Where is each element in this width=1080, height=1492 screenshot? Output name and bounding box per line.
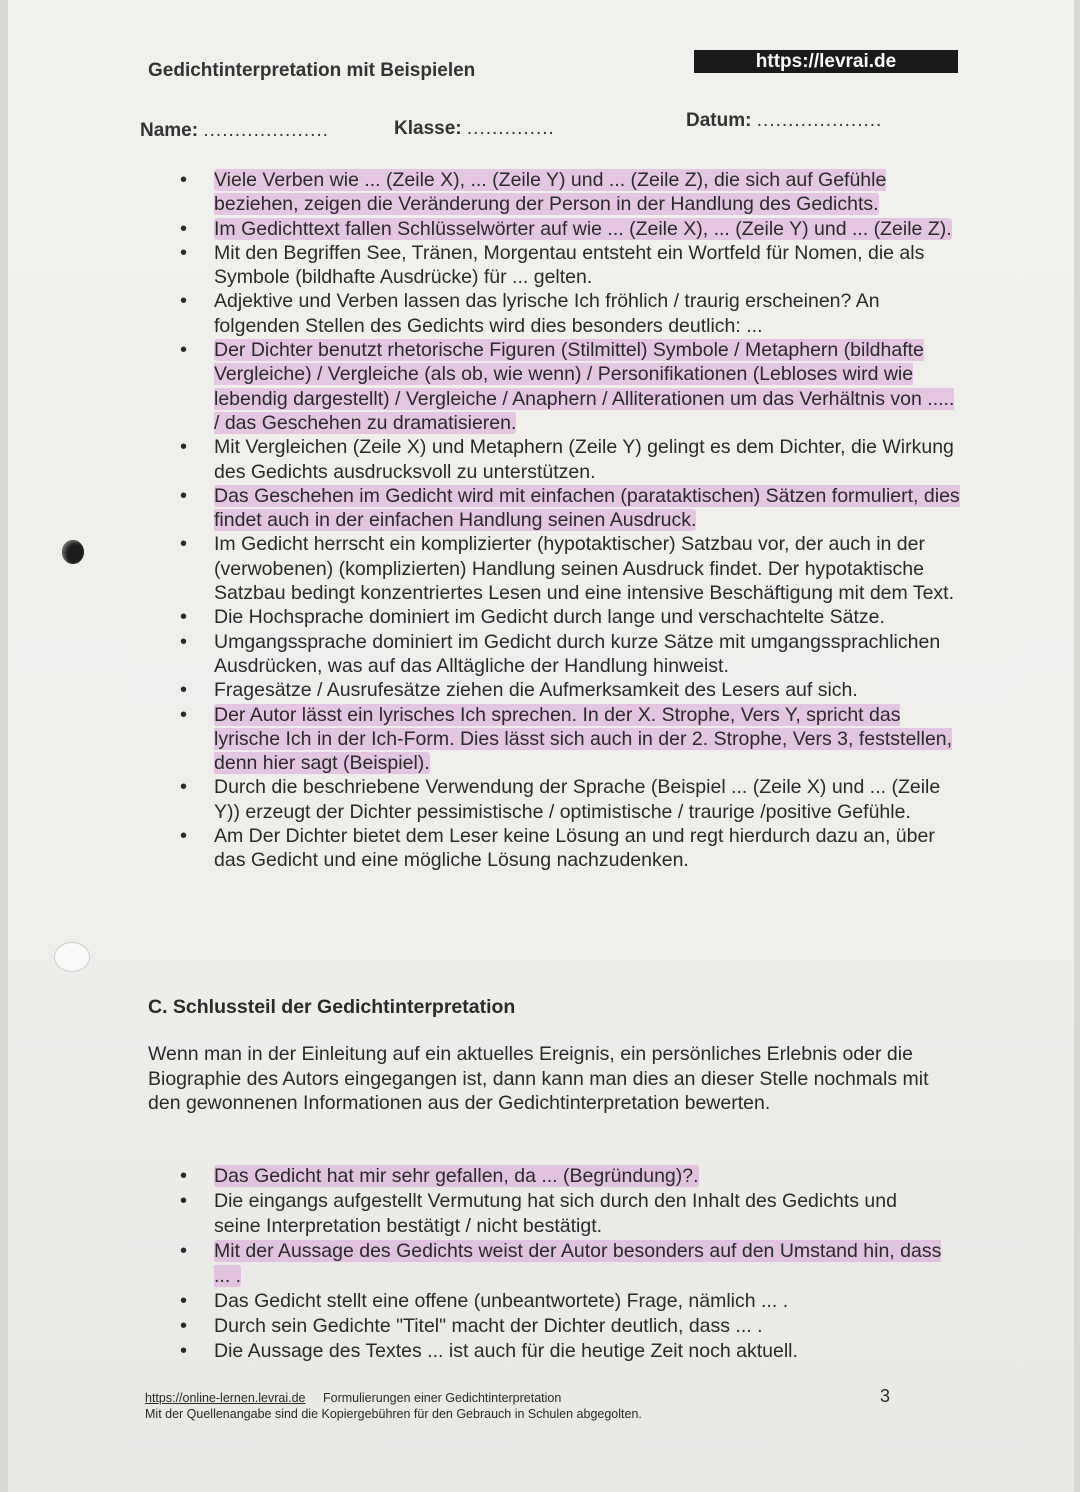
klasse-field — [394, 118, 555, 140]
list-item: • Umgangssprache dominiert im Gedicht durch kurze Sätze mit umgangssprachlichen Ausdrücken, was auf das Alltägliche der Handlung hinweist. — [174, 630, 964, 679]
page-footer — [145, 1390, 642, 1422]
website-url-banner: https://levrai.de — [694, 50, 958, 73]
page-number: 3 — [880, 1386, 891, 1406]
list-item: • Adjektive und Verben lassen das lyrische Ich fröhlich / traurig erscheinen? An folgenden Stellen des Gedichts wird dies besonders deutlich: ... — [174, 289, 964, 338]
list-item: • Viele Verben wie ... (Zeile X), ... (Zeile Y) und ... (Zeile Z), die sich auf Gefühle beziehen, zeigen die Veränderung der Person in der Handlung des Gedichts. — [174, 168, 964, 217]
list-item: • Mit der Aussage des Gedichts weist der Autor besonders auf den Umstand hin, dass ... . — [174, 1239, 944, 1289]
klasse-blank: .............. — [466, 118, 555, 139]
list-item: • Der Autor lässt ein lyrisches Ich sprechen. In der X. Strophe, Vers Y, spricht das lyrische Ich in der Ich-Form. Dies lässt sich auch in der 2. Strophe, Vers 3, feststellen, denn hier sagt (Beispiel). — [174, 703, 964, 776]
footer-copyright: Mit der Quellenangabe sind die Kopiergebühren für den Gebrauch in Schulen abgegolten. — [145, 1407, 642, 1421]
list-item: • Durch sein Gedichte "Titel" macht der Dichter deutlich, dass ... . — [174, 1314, 944, 1339]
name-label: Name: — [140, 120, 199, 141]
list-item: • Mit den Begriffen See, Tränen, Morgentau entsteht ein Wortfeld für Nomen, die als Symbole (bildhafte Ausdrücke) für ... gelten. — [174, 241, 964, 290]
datum-field — [686, 110, 882, 132]
name-blank: .................... — [203, 120, 329, 141]
footer-link[interactable]: https://online-lernen.levrai.de — [145, 1391, 306, 1405]
worksheet-page — [8, 0, 1074, 1492]
list-item: • Am Der Dichter bietet dem Leser keine Lösung an und regt hierdurch dazu an, über das Gedicht und eine mögliche Lösung nachzudenken. — [174, 824, 964, 873]
list-item: • Fragesätze / Ausrufesätze ziehen die Aufmerksamkeit des Lesers auf sich. — [174, 678, 964, 702]
phrasing-bullet-list — [174, 168, 964, 873]
page-title: Gedichtinterpretation mit Beispielen — [148, 60, 476, 81]
section-paragraph: Wenn man in der Einleitung auf ein aktuelles Ereignis, ein persönliches Erlebnis oder die Biographie des Autors eingegangen ist, dann kann man dies an dieser Stelle nochmals mit den gewonnenen Informationen aus der Gedichtinterpretation bewerten. — [148, 1043, 929, 1114]
punch-hole — [62, 540, 84, 564]
list-item: • Die Hochsprache dominiert im Gedicht durch lange und verschachtelte Sätze. — [174, 605, 964, 629]
name-field — [140, 120, 329, 142]
list-item: • Im Gedicht herrscht ein komplizierter (hypotaktischer) Satzbau vor, der auch in der (verwobenen) (komplizierten) Handlung seinen Ausdruck findet. Der hypotaktische Satzbau bedingt konzentriertes Lesen und eine intensive Beschäftigung mit dem Text. — [174, 532, 964, 605]
datum-label: Datum: — [686, 110, 752, 131]
list-item: • Durch die beschriebene Verwendung der Sprache (Beispiel ... (Zeile X) und ... (Zeile Y)) erzeugt der Dichter pessimistische / optimistische / traurige /positive Gefühle. — [174, 775, 964, 824]
list-item: • Das Gedicht hat mir sehr gefallen, da ... (Begründung)?. — [174, 1164, 944, 1189]
closing-bullet-list — [174, 1164, 944, 1364]
list-item: • Die eingangs aufgestellt Vermutung hat sich durch den Inhalt des Gedichts und seine Interpretation bestätigt / nicht bestätigt. — [174, 1189, 944, 1239]
list-item: • Das Gedicht stellt eine offene (unbeantwortete) Frage, nämlich ... . — [174, 1289, 944, 1314]
list-item: • Der Dichter benutzt rhetorische Figuren (Stilmittel) Symbole / Metaphern (bildhafte Vergleiche) / Vergleiche (als ob, wie wenn) / Personifikationen (Lebloses wird wie lebendig dargestellt) / Vergleiche / Anaphern / Alliterationen um das Verhältnis von ..... / das Geschehen zu dramatisieren. — [174, 338, 964, 435]
list-item: • Im Gedichttext fallen Schlüsselwörter auf wie ... (Zeile X), ... (Zeile Y) und ... (Zeile Z). — [174, 217, 964, 241]
list-item: • Die Aussage des Textes ... ist auch für die heutige Zeit noch aktuell. — [174, 1339, 944, 1364]
punch-hole — [54, 942, 90, 972]
list-item: • Mit Vergleichen (Zeile X) und Metaphern (Zeile Y) gelingt es dem Dichter, die Wirkung des Gedichts ausdrucksvoll zu unterstützen. — [174, 435, 964, 484]
datum-blank: .................... — [756, 110, 883, 131]
klasse-label: Klasse: — [394, 118, 462, 139]
footer-doc-title: Formulierungen einer Gedichtinterpretation — [323, 1391, 562, 1405]
list-item: • Das Geschehen im Gedicht wird mit einfachen (parataktischen) Sätzen formuliert, dies findet auch in der einfachen Handlung seinen Ausdruck. — [174, 484, 964, 533]
section-heading: C. Schlussteil der Gedichtinterpretation — [148, 996, 516, 1018]
